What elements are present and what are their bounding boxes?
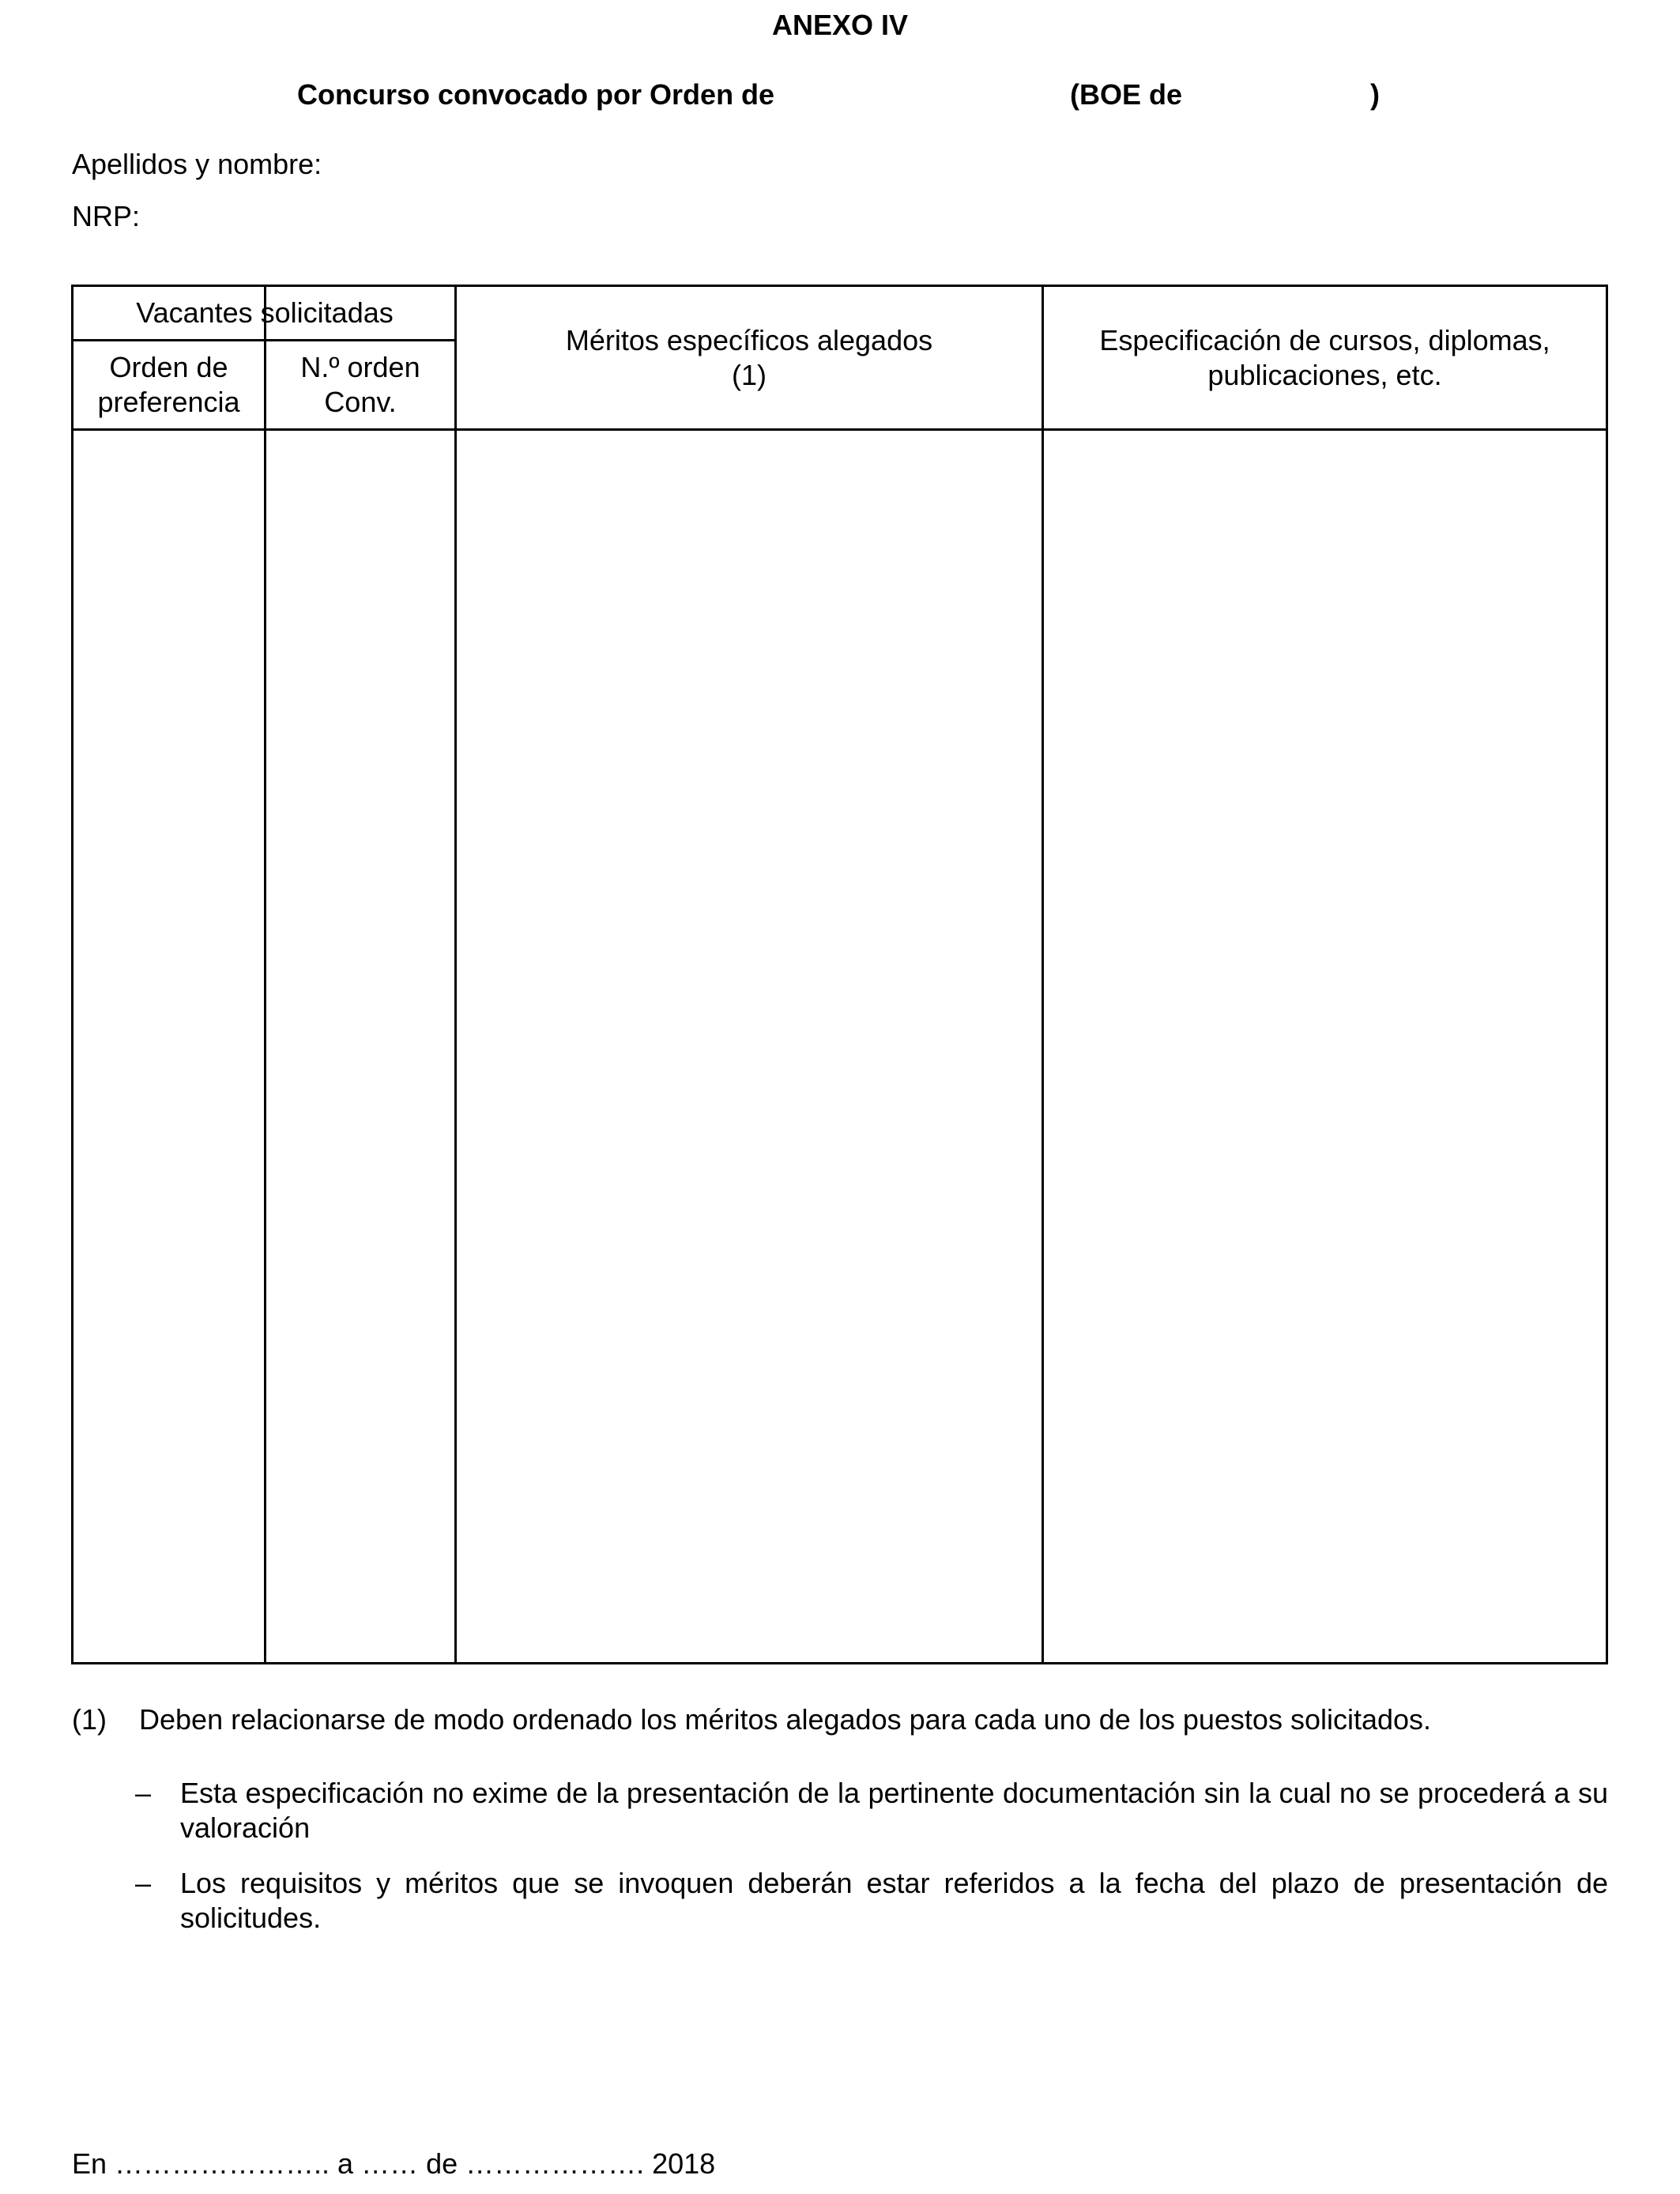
merits-table (71, 285, 1608, 1664)
header-especificacion-line2: publicaciones, etc. (1207, 358, 1442, 391)
body-cell-numero-orden[interactable] (266, 431, 454, 1662)
boe-label: (BOE de (1070, 78, 1183, 111)
header-numero-orden-conv (266, 341, 454, 428)
header-orden-preferencia-line2: preferencia (97, 386, 240, 418)
place-date-line: En ………………….. a …… de ………………. 2018 (72, 2147, 716, 2180)
header-numero-orden-line2: Conv. (324, 386, 397, 418)
footnote-marker: (1) (72, 1703, 107, 1736)
header-numero-orden-line1: N.º orden (300, 351, 420, 383)
body-cell-orden-preferencia[interactable] (73, 431, 264, 1662)
bullet-dash-1: – (135, 1777, 152, 1809)
header-orden-preferencia (73, 341, 264, 428)
header-especificacion-line1: Especificación de cursos, diplomas, (1099, 323, 1550, 356)
body-cell-especificacion[interactable] (1044, 431, 1606, 1662)
header-especificacion-cursos (1044, 287, 1606, 428)
body-cell-meritos[interactable] (457, 431, 1042, 1662)
applicant-nrp-label: NRP: (72, 200, 141, 232)
header-meritos-line1: Méritos específicos alegados (565, 323, 933, 356)
bullet-dash-2: – (135, 1867, 152, 1899)
bullet-text-2: Los requisitos y méritos que se invoquen deberán estar referidos a la fecha del plazo de presentación de solicitudes. (180, 1867, 1608, 1934)
header-orden-preferencia-line1: Orden de (109, 351, 228, 383)
header-meritos-especificos (457, 287, 1042, 428)
boe-close-paren: ) (1370, 78, 1380, 111)
footnote-text: Deben relacionarse de modo ordenado los méritos alegados para cada uno de los puestos solicitados. (139, 1703, 1432, 1736)
header-meritos-line2: (1) (732, 358, 767, 391)
convocation-label: Concurso convocado por Orden de (297, 78, 775, 111)
bullet-text-1: Esta especificación no exime de la presentación de la pertinente documentación sin la cual no se procederá a su valoración (180, 1777, 1608, 1844)
header-vacantes-solicitadas: Vacantes solicitadas (136, 296, 394, 329)
annex-title: ANEXO IV (771, 9, 909, 41)
applicant-name-label: Apellidos y nombre: (72, 148, 322, 180)
